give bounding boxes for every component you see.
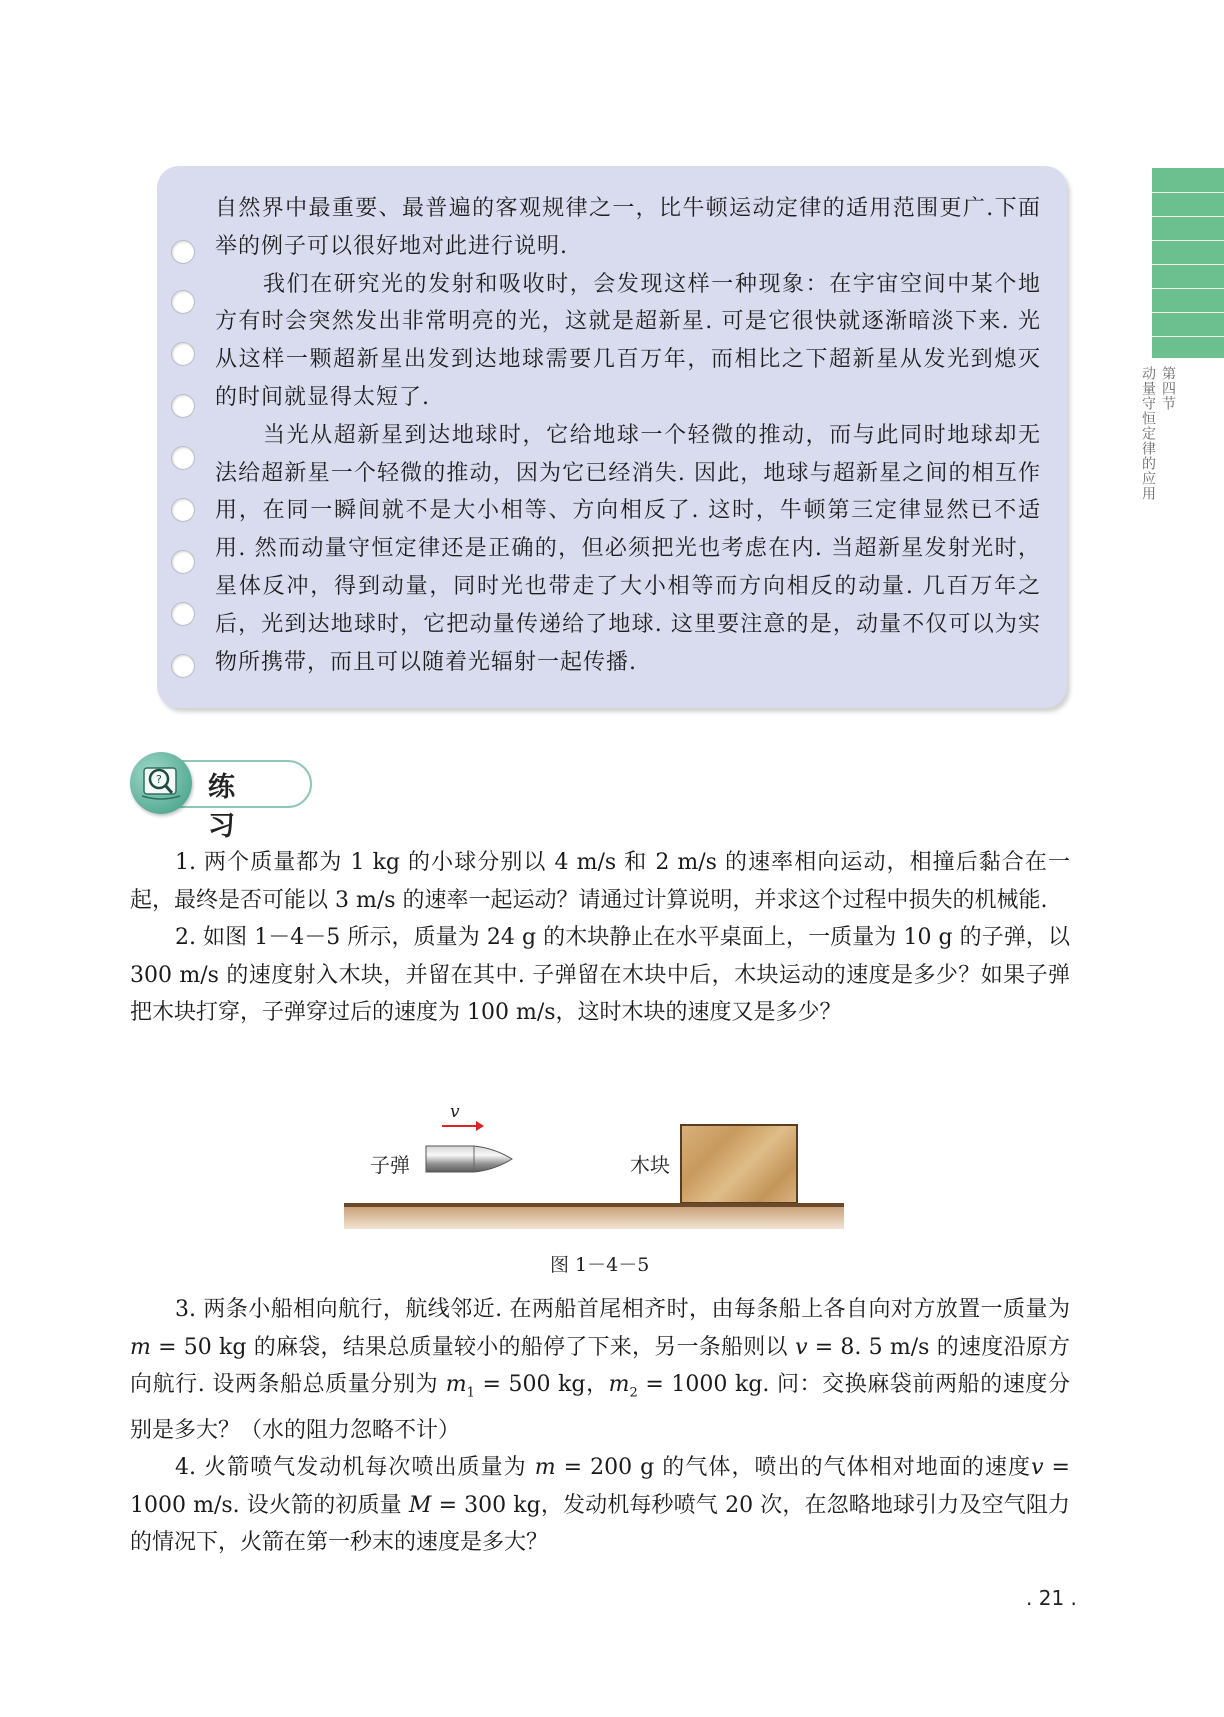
exercise-list-part1 [130, 844, 1070, 1032]
bullet-icon [424, 1142, 514, 1176]
exercise-title: 练 习 [208, 772, 249, 842]
binder-ring [171, 654, 195, 678]
exercise-3: 3. 两条小船相向航行，航线邻近. 在两船首尾相齐时，由每条船上各自向对方放置一质量为 m = 50 kg 的麻袋，结果总质量较小的船停了下来，另一条船则以 v = 8. 5 m/s 的速度沿原方向航行. 设两条船总质量分别为 $m_1 = 500$ kg，$m_2 = 1000$ kg. 问：交换麻袋前两船的速度分别是多大？（水的阻力忽略不计） [130, 1297, 1070, 1443]
velocity-arrow-icon [440, 1120, 484, 1132]
exercise-header [130, 752, 310, 842]
velocity-label: v [450, 1102, 460, 1122]
reading-box [157, 166, 1067, 708]
reading-text [215, 190, 1041, 681]
section-title: 动量守恒定律的应用 [1140, 366, 1156, 501]
block-label: 木块 [630, 1153, 670, 1177]
binder-ring [171, 550, 195, 574]
exercise-list-part2 [130, 1291, 1070, 1562]
magnifier-icon [130, 752, 192, 814]
exercise-1: 1. 两个质量都为 1 kg 的小球分别以 4 m/s 和 2 m/s 的速率相向运动，相撞后黏合在一起，最终是否可能以 3 m/s 的速率一起运动？请通过计算说明，并求这个过程中损失的机械能. [130, 850, 1070, 913]
section-number: 第四节 [1160, 366, 1176, 411]
page-number: . 21 . [1026, 1586, 1077, 1610]
exercise-2: 2. 如图 1－4－5 所示，质量为 24 g 的木块静止在水平桌面上，一质量为 10 g 的子弹，以 300 m/s 的速度射入木块，并留在其中. 子弹留在木块中后，木块运动的速度是多少？如果子弹把木块打穿，子弹穿过后的速度为 100 m/s，这时木块的速度又是多少？ [130, 925, 1070, 1025]
binder-ring [171, 240, 195, 264]
binder-ring [171, 394, 195, 418]
binder-ring [171, 290, 195, 314]
reading-paragraph-1: 自然界中最重要、最普遍的客观规律之一，比牛顿运动定律的适用范围更广.下面举的例子可以很好地对此进行说明. [215, 196, 1041, 259]
figure-bullet-block [340, 1102, 850, 1272]
binder-ring [171, 342, 195, 366]
reading-paragraph-3: 当光从超新星到达地球时，它给地球一个轻微的推动，而与此同时地球却无法给超新星一个轻微的推动，因为它已经消失. 因此，地球与超新星之间的相互作用，在同一瞬间就不是大小相等、方向相反了. 这时，牛顿第三定律显然已不适用. 然而动量守恒定律还是正确的，但必须把光也考虑在内. 当超新星发射光时，星体反冲，得到动量，同时光也带走了大小相等而方向相反的动量. 几百万年之后，光到达地球时，它把动量传递给了地球. 这里要注意的是，动量不仅可以为实物所携带，而且可以随着光辐射一起传播. [215, 422, 1041, 675]
exercise-4: 4. 火箭喷气发动机每次喷出质量为 m = 200 g 的气体，喷出的气体相对地面的速度v = 1000 m/s. 设火箭的初质量 M = 300 kg，发动机每秒喷气 20 次，在忽略地球引力及空气阻力的情况下，火箭在第一秒末的速度是多大？ [130, 1455, 1070, 1556]
svg-text:?: ? [156, 773, 162, 786]
bullet-label: 子弹 [370, 1153, 410, 1177]
binder-ring [171, 446, 195, 470]
figure-caption: 图 1－4－5 [550, 1254, 650, 1276]
wooden-block [680, 1124, 798, 1204]
binder-ring [171, 498, 195, 522]
reading-paragraph-2: 我们在研究光的发射和吸收时，会发现这样一种现象：在宇宙空间中某个地方有时会突然发出非常明亮的光，这就是超新星. 可是它很快就逐渐暗淡下来. 光从这样一颗超新星出发到达地球需要几百万年，而相比之下超新星从发光到熄灭的时间就显得太短了. [215, 271, 1041, 410]
section-side-label [1140, 366, 1178, 501]
table-body [344, 1207, 844, 1229]
binder-ring [171, 602, 195, 626]
chapter-tab [1152, 168, 1224, 358]
